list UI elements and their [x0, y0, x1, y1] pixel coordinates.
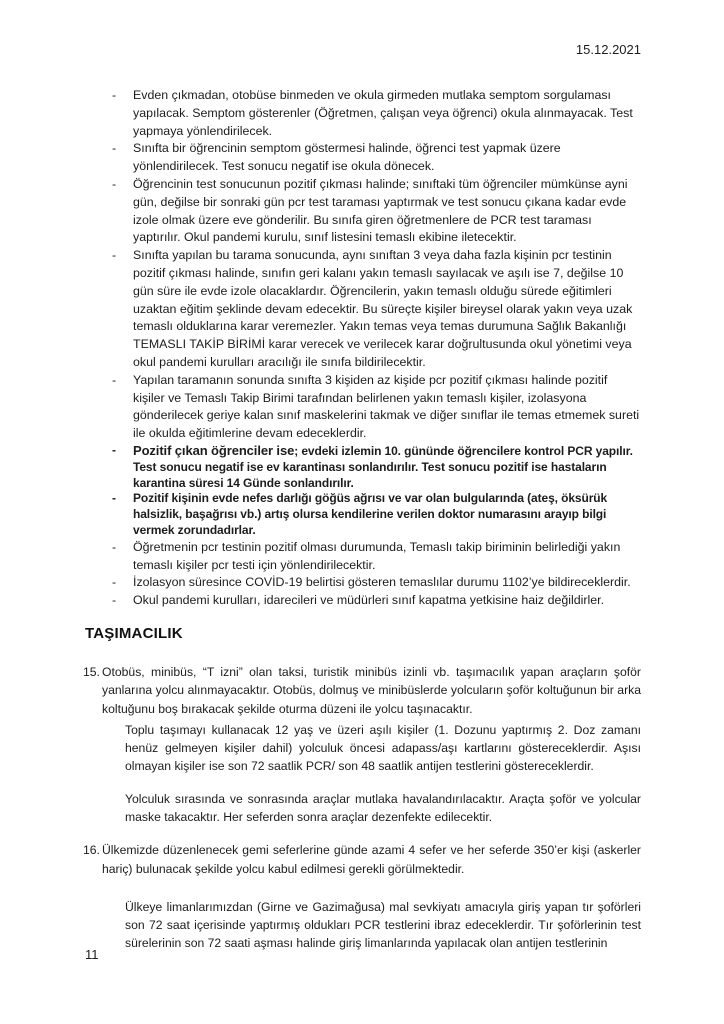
list-item	[85, 574, 641, 592]
list-item	[85, 372, 641, 443]
list-item	[85, 247, 641, 372]
bullet-text: Evden çıkmadan, otobüse binmeden ve okula girmeden mutlaka semptom sorgulaması yapılacak. Semptom gösterenler (Öğretmen, çalışan veya öğrenci) okula alınmayacak. Test yapmaya yönlendirilecek.	[133, 88, 633, 138]
bullet-dash: -	[112, 248, 117, 263]
document-content	[85, 87, 641, 953]
bullet-dash: -	[112, 593, 117, 608]
bullet-dash: -	[112, 176, 117, 191]
item-number: 15.	[83, 664, 100, 679]
bullet-text: Yapılan taramanın sonunda sınıfta 3 kişiden az kişide pcr pozitif çıkması halinde pozitif kişiler ve Temaslı Takip Birimi tarafından belirlenen yakın temaslı kişiler, izolasyona gönderilecek geriye kalan sınıf maskelerini takmak ve diğer sınıflar ile temas etmemek sureti ile okulda eğitimlerine devam edeceklerdir.	[133, 372, 640, 441]
list-item	[85, 443, 641, 491]
list-item	[85, 87, 641, 140]
item-paragraph: Ülkeye limanlarımızdan (Girne ve Gazimağusa) mal sevkiyatı amacıyla giriş yapan tır şoförleri son 72 saat içerisinde yaptırmış oldukları PCR testlerini ibraz edeceklerdir. Tır şoförlerinin test sürelerinin son 72 saati aşması halinde giriş limanlarında yapılacak olan antijen testlerinin	[125, 899, 641, 951]
bullet-text: Öğrencinin test sonucunun pozitif çıkması halinde; sınıftaki tüm öğrenciler mümkünse ayni gün, değilse bir sonraki gün pcr test taraması yaptırmak ve test sonucu çıkana kadar evde izole olmak üzere eve gönderilir. Bu sınıfa giren öğretmenlere de PCR test taraması yaptırılır. Okul pandemi kurulu, sınıf listesini temaslı ekibine iletecektir.	[133, 176, 628, 245]
bullet-text: Sınıfta yapılan bu tarama sonucunda, aynı sınıftan 3 veya daha fazla kişinin pcr testinin pozitif çıkması halinde, sınıfın geri kalanı yakın temaslı sayılacak ve aşılı ise 7, değilse 10 gün süre ile evde izole olacaklardır. Öğrencilerin, yakın temaslı olduğu sürede eğitimleri uzaktan eğitim şeklinde devam edecektir. Bu süreçte kişiler bireysel olarak yakın veya uzak temaslı olduklarına karar veremezler. Yakın temas veya temas durumuna Sağlık Bakanlığı TEMASLI TAKİP BİRİMİ karar verecek ve verilecek karar doğrultusunda okul yönetimi veya okul pandemi kurulları aracılığı ile sınıfa bildirilecektir.	[133, 248, 633, 369]
item-text: Ülkemizde düzenlenecek gemi seferlerine günde azami 4 sefer ve her seferde 350’er kişi (askerler hariç) bulunacak şekilde yolcu kabul edilmesi gerekli görülmektedir.	[102, 843, 641, 876]
bullet-lead-text: Pozitif çıkan öğrenciler ise	[133, 442, 295, 458]
bullet-dash: -	[112, 575, 117, 590]
bullet-dash: -	[112, 442, 116, 457]
item-number: 16.	[83, 843, 100, 858]
bullet-text	[133, 444, 633, 490]
list-item	[85, 539, 641, 575]
bullet-dash: -	[112, 88, 117, 102]
item-paragraph: Toplu taşımayı kullanacak 12 yaş ve üzeri aşılı kişiler (1. Dozunu yaptırmış 2. Doz zamanı henüz gelmeyen kişiler dahil) yolculuk öncesi adapass/aşı kartlarını göstereceklerdir. Aşısı olmayan kişiler ise son 72 saatlik PCR/ son 48 saatlik antijen testlerini göstereceklerdir.	[125, 722, 641, 774]
numbered-item-15	[85, 663, 641, 826]
bullet-dash: -	[112, 372, 117, 387]
bullet-text: İzolasyon süresince COVİD-19 belirtisi gösteren temaslılar durumu 1102’ye bildireceklerdir.	[133, 575, 631, 590]
bullet-dash: -	[112, 539, 117, 554]
numbered-item-16	[85, 841, 641, 952]
list-item	[85, 592, 641, 610]
bullet-text: Sınıfta bir öğrencinin semptom göstermesi halinde, öğrenci test yapmak üzere yönlendirilecek. Test sonucu negatif ise okula dönecek.	[133, 141, 561, 174]
item-paragraph: Yolculuk sırasında ve sonrasında araçlar mutlaka havalandırılacaktır. Araçta şoför ve yolcular maske takacaktır. Her seferden sonra araçlar dezenfekte edilecektir.	[125, 791, 641, 824]
school-measures-list	[85, 87, 641, 610]
page-number: 11	[85, 947, 99, 962]
list-item	[85, 140, 641, 176]
bullet-text: Okul pandemi kurulları, idarecileri ve müdürleri sınıf kapatma yetkisine haiz değildirler.	[133, 593, 605, 608]
section-heading: TAŞIMACILIK	[85, 624, 183, 642]
list-item	[85, 491, 641, 538]
bullet-text: Öğretmenin pcr testinin pozitif olması durumunda, Temaslı takip biriminin belirlediği yakın temaslı kişiler pcr testi için yönlendirilecektir.	[133, 539, 621, 572]
list-item	[85, 176, 641, 247]
bullet-text: Pozitif kişinin evde nefes darlığı göğüs ağrısı ve var olan bulgularında (ateş, öksürük halsizlik, başağrısı vb.) artış olursa kendilerine verilen doktor numarasını arayıp bilgi vermek zorundadırlar.	[133, 491, 608, 537]
bullet-dash: -	[112, 141, 117, 156]
item-text: Otobüs, minibüs, “T izni” olan taksi, turistik minibüs izinli vb. taşımacılık yapan araçların şoför yanlarına yolcu alınmayacaktır. Otobüs, dolmuş ve minibüslerde yolcuların şoför koltuğunun bir arka koltuğunu boş bırakacak şekilde oturma düzeni ile yolcu taşınacaktır.	[102, 664, 641, 716]
transport-items-list	[85, 663, 641, 953]
document-date: 15.12.2021	[575, 42, 641, 57]
bullet-dash: -	[112, 491, 116, 506]
bullet-rest-text: ; evdeki izlemin 10. gününde öğrencilere kontrol PCR yapılır. Test sonucu negatif ise ev karantinası sonlandırılır. Test sonucu pozitif ise hastaların karantina süresi 14 Günde sonlandırılır.	[133, 443, 633, 490]
